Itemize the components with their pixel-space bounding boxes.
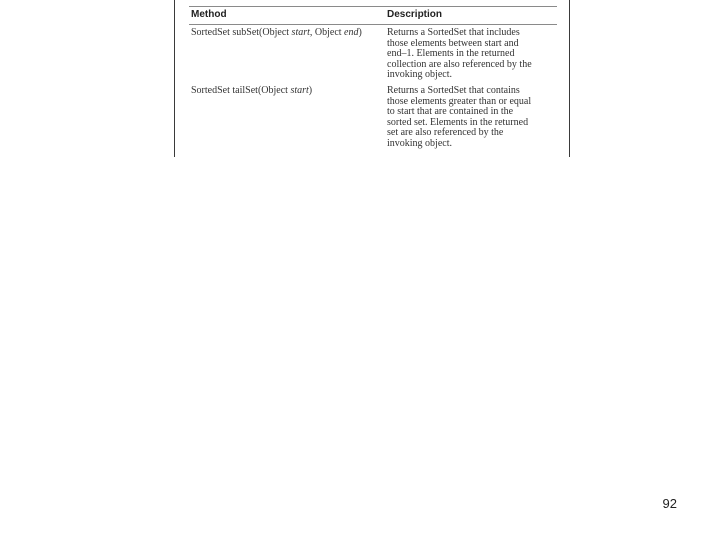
method-table bbox=[174, 0, 570, 157]
method-text: ) bbox=[358, 27, 362, 38]
header-bottom-rule bbox=[189, 24, 557, 25]
description-line: Returns a SortedSet that includes bbox=[387, 27, 520, 38]
description-line: invoking object. bbox=[387, 137, 452, 149]
description-line: Returns a SortedSet that contains bbox=[387, 85, 520, 96]
description-line: invoking object. bbox=[387, 69, 452, 80]
header-description: Description bbox=[387, 9, 443, 20]
param-start: start bbox=[291, 27, 310, 38]
method-cell-tailset bbox=[191, 86, 377, 97]
description-cell-subset bbox=[387, 28, 557, 81]
page-number: 92 bbox=[662, 496, 677, 511]
description-line: collection are also referenced by the bbox=[387, 58, 532, 70]
param-end: end bbox=[344, 27, 359, 38]
description-cell-tailset bbox=[387, 86, 557, 149]
param-start: start bbox=[290, 85, 309, 96]
description-line: to start that are contained in the bbox=[387, 106, 514, 117]
header-method: Method bbox=[191, 9, 227, 20]
method-text: SortedSet subSet(Object bbox=[191, 27, 292, 38]
description-line: set are also referenced by the bbox=[387, 127, 504, 138]
description-line: end–1. Elements in the returned bbox=[387, 48, 515, 59]
method-text: , Object bbox=[309, 27, 345, 38]
description-line: those elements greater than or equal bbox=[387, 95, 532, 107]
method-cell-subset bbox=[191, 28, 377, 39]
method-text: SortedSet tailSet(Object bbox=[191, 85, 291, 96]
header-top-rule bbox=[189, 6, 557, 7]
description-line: those elements between start and bbox=[387, 37, 519, 49]
description-line: sorted set. Elements in the returned bbox=[387, 116, 529, 128]
method-text: ) bbox=[308, 85, 313, 96]
